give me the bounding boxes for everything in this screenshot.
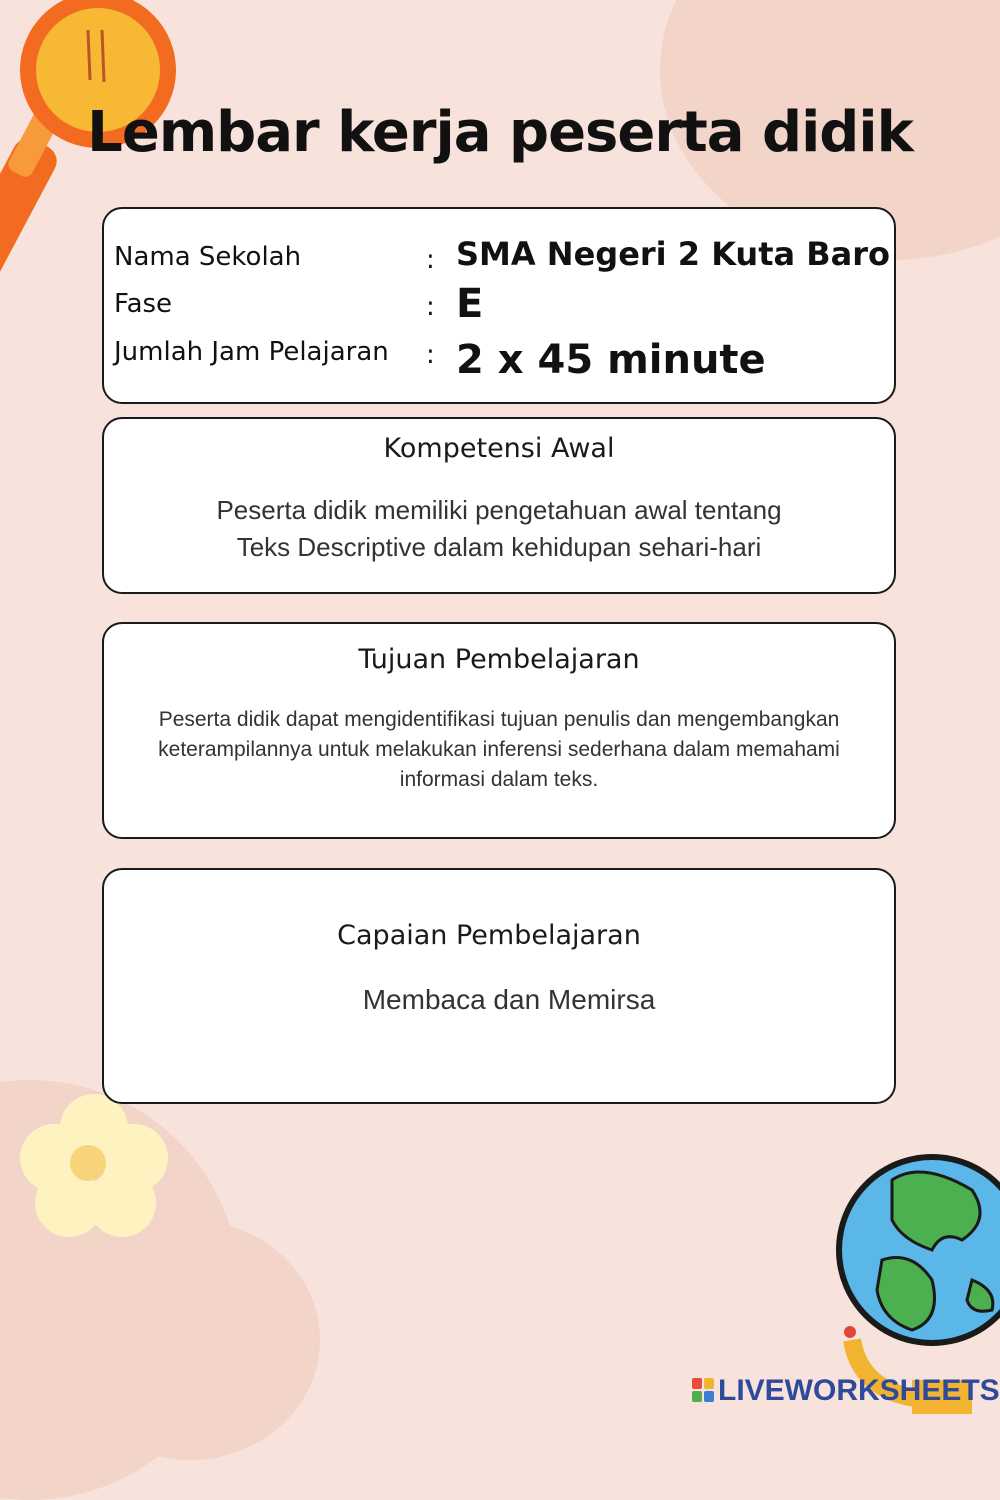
kompetensi-line-2: Teks Descriptive dalam kehidupan sehari-hari: [236, 532, 762, 562]
kompetensi-line-1: Peserta didik memiliki pengetahuan awal tentang: [216, 495, 782, 525]
info-colon-school: :: [426, 245, 435, 275]
tujuan-card: [102, 622, 896, 839]
info-card: [102, 207, 896, 404]
tujuan-line-3: informasi dalam teks.: [399, 768, 599, 791]
tujuan-line-2: keterampilannya untuk melakukan inferensi sederhana dalam memahami: [158, 738, 840, 761]
background-blob-bottom-left-2: [60, 1220, 320, 1460]
liveworksheets-logo-icon: [692, 1378, 714, 1402]
info-label-school: Nama Sekolah: [114, 242, 302, 272]
info-colon-phase: :: [426, 292, 435, 322]
info-value-school: SMA Negeri 2 Kuta Baro: [456, 235, 890, 273]
kompetensi-card: [102, 417, 896, 594]
info-colon-hours: :: [426, 340, 435, 370]
tujuan-line-1: Peserta didik dapat mengidentifikasi tujuan penulis dan mengembangkan: [158, 708, 840, 731]
kompetensi-heading: Kompetensi Awal: [383, 433, 615, 464]
page-title: Lembar kerja peserta didik: [87, 100, 913, 165]
capaian-body: Membaca dan Memirsa: [362, 984, 656, 1015]
liveworksheets-watermark: LIVEWORKSHEETS: [718, 1374, 1000, 1407]
info-label-phase: Fase: [114, 289, 173, 319]
tujuan-heading: Tujuan Pembelajaran: [358, 644, 640, 675]
flower-icon: [14, 1088, 174, 1248]
info-value-hours: 2 x 45 minute: [456, 337, 766, 383]
capaian-card: [102, 868, 896, 1104]
info-value-phase: E: [456, 281, 484, 327]
capaian-heading: Capaian Pembelajaran: [337, 920, 641, 951]
info-label-hours: Jumlah Jam Pelajaran: [114, 337, 389, 367]
